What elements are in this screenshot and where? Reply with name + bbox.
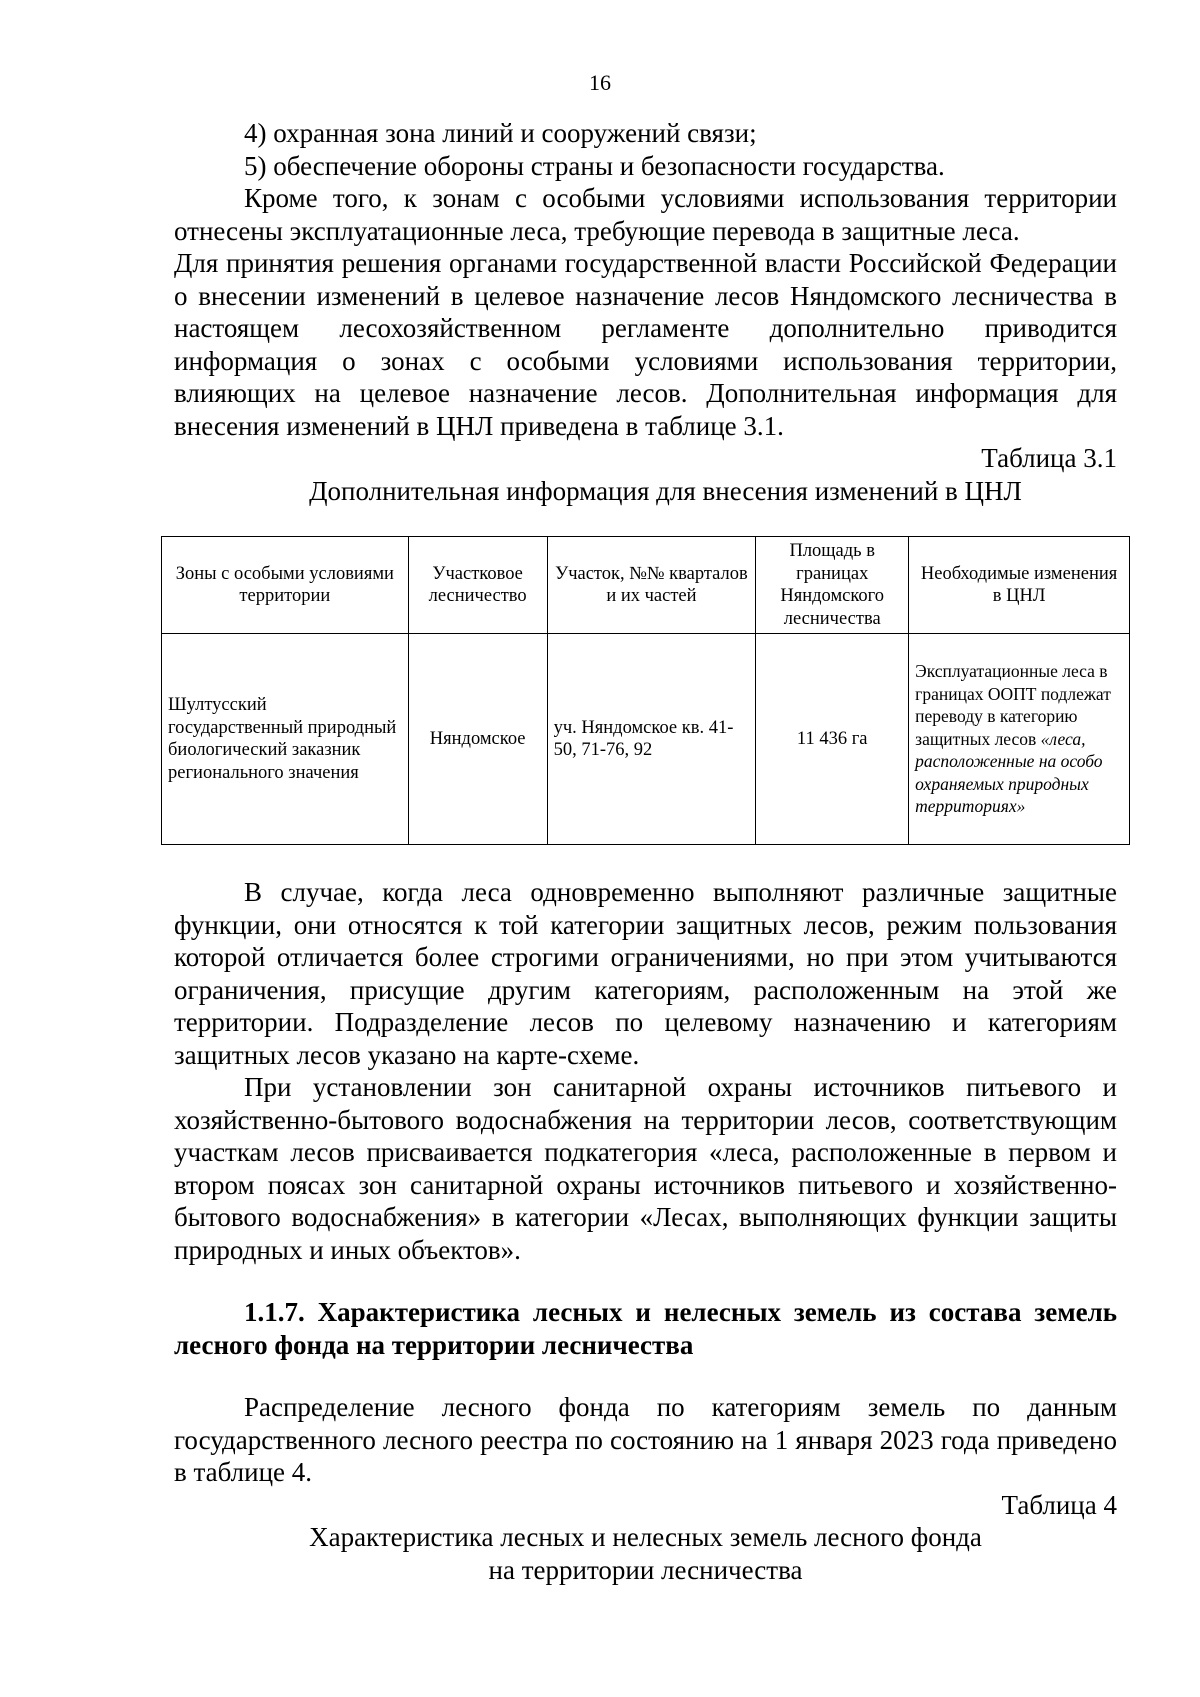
- changes-italic-text: «леса, расположенные на особо охраняемых природных территориях»: [915, 728, 1103, 817]
- paragraph: В случае, когда леса одновременно выполняют различные защитные функции, они относятся к той категории защитных лесов, режим пользования которой отличается более строгими ограничениями, но при этом учитываются ограничения, присущие другим категориям, расположенным на этой же территории. Подразделение лесов по целевому назначению и категориям защитных лесов указано на карте-схеме.: [174, 877, 1117, 1070]
- list-section: [174, 117, 1117, 507]
- table-3-1: [161, 536, 1130, 845]
- list-item: 4) охранная зона линий и сооружений связи;: [244, 118, 757, 148]
- paragraph: Распределение лесного фонда по категориям земель по данным государственного лесного реестра по состоянию на 1 января 2023 года приведено в таблице 4.: [174, 1392, 1117, 1487]
- header-cell: Участок, №№ кварталов и их частей: [547, 537, 756, 634]
- list-item: 5) обеспечение обороны страны и безопасности государства.: [244, 150, 945, 181]
- paragraph: Для принятия решения органами государственной власти Российской Федерации о внесении изменений в целевое назначение лесов Няндомского лесничества в настоящем лесохозяйственном регламенте дополнительно приводится информация о зонах с особыми условиями использования территории, влияющих на целевое назначение лесов. Дополнительная информация для внесения изменений в ЦНЛ приведена в таблице 3.1.: [174, 248, 1117, 441]
- paragraph: При установлении зон санитарной охраны источников питьевого и хозяйственно-бытового водоснабжения на территории лесов, соответствующим участкам лесов присваивается подкатегория «леса, расположенные в первом и втором поясах зон санитарной охраны источников питьевого и хозяйственно-бытового водоснабжения» в категории «Лесах, выполняющих функции защиты природных и иных объектов».: [174, 1072, 1117, 1265]
- changes-cell: [909, 634, 1130, 845]
- table-row: [162, 634, 1130, 845]
- header-cell: Необходимые изменения в ЦНЛ: [909, 537, 1130, 634]
- zone-cell: Шултусский государственный природный биологический заказник регионального значения: [162, 634, 409, 845]
- page-number: 16: [589, 70, 611, 95]
- header-cell: Зоны с особыми условиями территории: [162, 537, 409, 634]
- body-section: [174, 876, 1117, 1586]
- area-cell: 11 436 га: [756, 634, 909, 845]
- table-label: Таблица 4: [1001, 1489, 1117, 1520]
- header-cell: Участковое лесничество: [408, 537, 547, 634]
- paragraph: Кроме того, к зонам с особыми условиями использования территории отнесены эксплуатационные леса, требующие перевода в защитные леса.: [174, 183, 1117, 246]
- plot-cell: уч. Няндомское кв. 41-50, 71-76, 92: [547, 634, 756, 845]
- changes-text: Эксплуатационные леса в границах ООПТ подлежат переводу в категорию защитных лесов: [915, 661, 1111, 749]
- header-cell: Площадь в границах Няндомского лесничества: [756, 537, 909, 634]
- table-caption: Характеристика лесных и нелесных земель лесного фонда: [309, 1522, 982, 1552]
- table-label: Таблица 3.1: [981, 443, 1117, 473]
- table-caption: на территории лесничества: [488, 1554, 803, 1585]
- forestry-cell: Няндомское: [408, 634, 547, 845]
- table-header-row: [162, 537, 1130, 634]
- section-heading: 1.1.7. Характеристика лесных и нелесных земель из состава земель лесного фонда на территории лесничества: [174, 1297, 1117, 1360]
- table-caption: Дополнительная информация для внесения изменений в ЦНЛ: [309, 475, 1022, 506]
